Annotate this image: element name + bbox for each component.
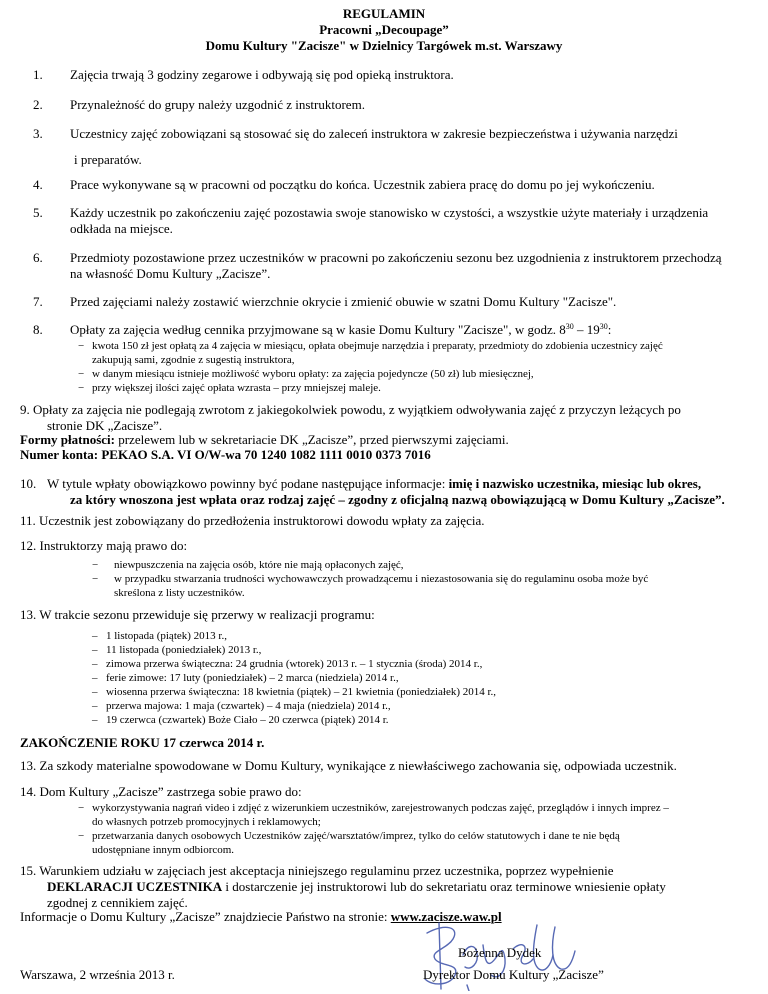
doc-institution: Domu Kultury "Zacisze" w Dzielnicy Targówek m.st. Warszawy (205, 38, 563, 53)
doc-title: REGULAMIN (342, 6, 426, 21)
item-1-number: 1. (33, 67, 43, 82)
item-7-text: Przed zajęciami należy zostawić wierzchnie okrycie i zmienić obuwie w szatni Domu Kultury "Zacisze". (70, 294, 617, 309)
list-item: − przetwarzania danych osobowych Uczestników zajęć/warsztatów/imprez, tylko do celów statutowych i dane te nie będą (78, 830, 620, 842)
list-item: − niewpuszczenia na zajęcia osób, które nie mają opłaconych zajęć, (92, 559, 404, 571)
item-8-text: Opłaty za zajęcia według cennika przyjmowane są w kasie Domu Kultury "Zacisze", w godz. $8^{30} - 19^{30}$: (70, 322, 612, 337)
item-15-text-line1: 15. Warunkiem udziału w zajęciach jest akceptacja niniejszego regulaminu przez uczestnika, poprzez wypełnienie (20, 863, 614, 878)
item-15-text-line3: zgodnej z cennikiem zajęć. (47, 895, 188, 910)
list-item: − w przypadku stwarzania trudności wychowawczych prowadzącemu i niezastosowania się do regulaminu osoba może być (92, 573, 649, 585)
break-item: – wiosenna przerwa świąteczna: 18 kwietnia (piątek) – 21 kwietnia (poniedziałek) 2014 r., (92, 686, 497, 698)
document-date: Warszawa, 2 września 2013 r. (20, 967, 175, 982)
item-10-text-line1: W tytule wpłaty obowiązkowo powinny być podane następujące informacje: imię i nazwisko uczestnika, miesiąc lub okres, (47, 476, 702, 491)
end-of-year-heading: ZAKOŃCZENIE ROKU 17 czerwca 2014 r. (20, 735, 265, 750)
website-link[interactable]: www.zacisze.waw.pl (390, 909, 502, 924)
list-item-continued: skreślona z listy uczestników. (114, 587, 245, 599)
item-6-text-line2: na własność Domu Kultury „Zacisze”. (70, 266, 271, 281)
item-4-text: Prace wykonywane są w pracowni od początku do końca. Uczestnik zabiera pracę do domu po jej wykończeniu. (70, 177, 655, 192)
list-item: − przy większej ilości zajęć opłata wzrasta – przy mniejszej maleje. (78, 382, 381, 394)
break-item: – zimowa przerwa świąteczna: 24 grudnia (wtorek) 2013 r. – 1 stycznia (środa) 2014 r., (92, 658, 483, 670)
list-item-continued: udostępniane innym odbiorcom. (92, 844, 235, 856)
item-10-text-line2: za który wnoszona jest wpłata oraz rodzaj zajęć – zgodny z oficjalną nazwą obowiązującą w Domu Kultury „Zacisze”. (70, 492, 725, 507)
item-3-number: 3. (33, 126, 43, 141)
doc-subtitle: Pracowni „Decoupage” (319, 22, 449, 37)
item-10-number: 10. (20, 476, 37, 491)
item-3-text-line1: Uczestnicy zajęć zobowiązani są stosować się do zaleceń instruktora w zakresie bezpieczeństwa i używania narzędzi (70, 126, 678, 141)
item-3-text-line2: i preparatów. (74, 152, 142, 167)
break-item: – 19 czerwca (czwartek) Boże Ciało – 20 czerwca (piątek) 2014 r. (92, 714, 389, 726)
item-13b-text: 13. Za szkody materialne spowodowane w Domu Kultury, wynikające z niewłaściwego zachowania się, odpowiada uczestnik. (20, 758, 677, 773)
item-13-text: 13. W trakcie sezonu przewiduje się przerwy w realizacji programu: (20, 607, 375, 622)
item-9-text-line2: stronie DK „Zacisze”. (47, 418, 163, 433)
info-line: Informacje o Domu Kultury „Zacisze” znajdziecie Państwo na stronie: www.zacisze.waw.pl (20, 909, 502, 924)
item-6-text-line1: Przedmioty pozostawione przez uczestników w pracowni po zakończeniu sezonu bez uzgodnienia z instruktorem przechodzą (70, 250, 722, 265)
signatory-role: Dyrektor Domu Kultury „Zacisze” (423, 967, 604, 982)
list-item: − wykorzystywania nagrań video i zdjęć z wizerunkiem uczestników, zarejestrowanych podczas zajęć, przeglądów i innych imprez – (78, 802, 669, 814)
bank-account: Numer konta: PEKAO S.A. VI O/W-wa 70 1240 1082 1111 0010 0373 7016 (20, 447, 431, 462)
list-item: − w danym miesiącu istnieje możliwość wyboru opłaty: za zajęcia pojedyncze (50 zł) lub miesięcznej, (78, 368, 534, 380)
item-12-text: 12. Instruktorzy mają prawo do: (20, 538, 188, 553)
list-item-continued: zakupują sami, zgodnie z sugestią instruktora, (92, 354, 295, 366)
break-item: – przerwa majowa: 1 maja (czwartek) – 4 maja (niedziela) 2014 r., (92, 700, 391, 712)
item-1-text: Zajęcia trwają 3 godziny zegarowe i odbywają się pod opieką instruktora. (70, 67, 454, 82)
item-8-number: 8. (33, 322, 43, 337)
item-15-text-line2: DEKLARACJI UCZESTNIKA i dostarczenie jej instruktorowi lub do sekretariatu oraz terminowe wniesienie opłaty (47, 879, 666, 894)
item-14-text: 14. Dom Kultury „Zacisze” zastrzega sobie prawo do: (20, 784, 302, 799)
item-4-number: 4. (33, 177, 43, 192)
item-5-number: 5. (33, 205, 43, 220)
item-9-text-line1: 9. Opłaty za zajęcia nie podlegają zwrotom z jakiegokolwiek powodu, z wyjątkiem odwoływania zajęć z przyczyn leżących po (20, 402, 681, 417)
item-5-text-line2: odkłada na miejsce. (70, 221, 173, 236)
list-item: − kwota 150 zł jest opłatą za 4 zajęcia w miesiącu, opłata obejmuje narzędzia i preparaty, przedmioty do zdobienia uczestnicy zajęć (78, 340, 663, 352)
item-6-number: 6. (33, 250, 43, 265)
break-item: – ferie zimowe: 17 luty (poniedziałek) – 2 marca (niedziela) 2014 r., (92, 672, 399, 684)
signatory-name: Bożenna Dydek (458, 945, 542, 960)
item-7-number: 7. (33, 294, 43, 309)
item-2-text: Przynależność do grupy należy uzgodnić z instruktorem. (70, 97, 365, 112)
break-item: – 1 listopada (piątek) 2013 r., (92, 630, 227, 642)
list-item-continued: do własnych potrzeb promocyjnych i reklamowych; (92, 816, 321, 828)
item-5-text-line1: Każdy uczestnik po zakończeniu zajęć pozostawia swoje stanowisko w czystości, a wszystkie użyte materiały i urządzenia (70, 205, 709, 220)
payment-forms: Formy płatności: przelewem lub w sekretariacie DK „Zacisze”, przed pierwszymi zajęciami. (20, 432, 509, 447)
item-2-number: 2. (33, 97, 43, 112)
break-item: – 11 listopada (poniedziałek) 2013 r., (92, 644, 262, 656)
item-11-text: 11. Uczestnik jest zobowiązany do przedłożenia instruktorowi dowodu wpłaty za zajęcia. (20, 513, 485, 528)
